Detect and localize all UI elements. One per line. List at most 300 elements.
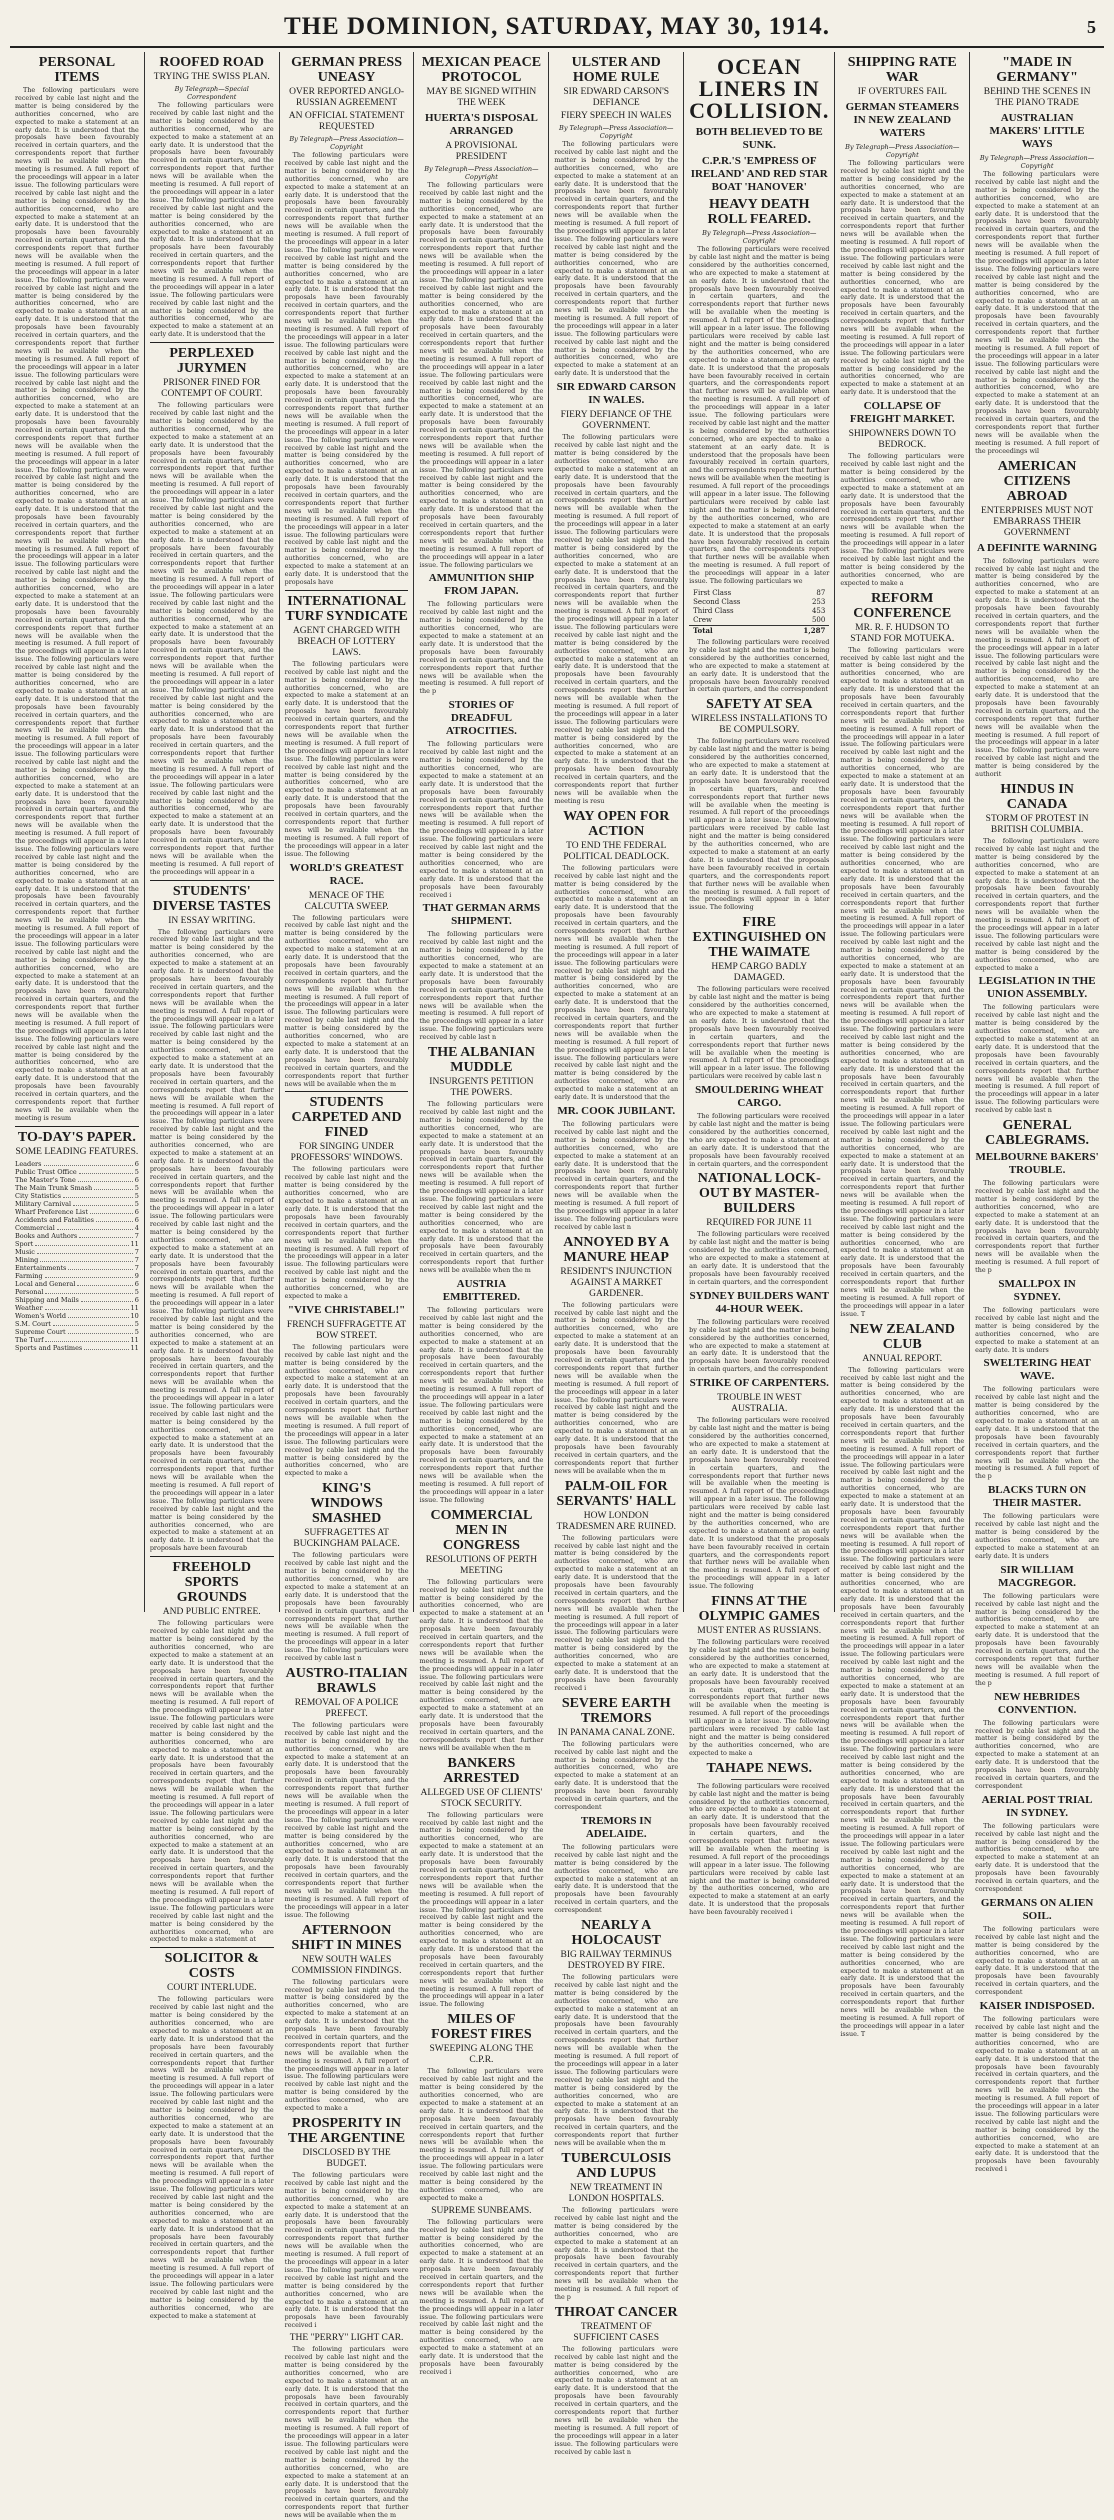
index-label: Personal [15, 1287, 44, 1296]
article-paragraph: The following particulars were received by cable last night and the matter is being considered by the authorities concerned, who are expected to make a statement at an early date. It is understood that the proposals have been favourably received in certain quarters, and the correspondent [975, 1924, 1099, 1997]
headline: STUDENTS CARPETED AND FINED [291, 1095, 402, 1141]
subheading: FRENCH SUFFRAGETTE AT BOW STREET. [286, 1319, 407, 1341]
subheading: INSURGENTS PETITION THE POWERS. [429, 1077, 534, 1099]
article-paragraph: The following particulars were received by cable last night and the matter is being considered by the authorities concerned, who are expected to make a statement at an early date. It is understood that the proposals have been favourably received in certain quarters, and the correspondent [689, 1317, 830, 1374]
passenger-class: Second Class [693, 597, 741, 606]
index-page: 7 [134, 1263, 139, 1272]
headline: PERPLEXED JURYMEN [169, 346, 255, 377]
article-body [554, 1535, 678, 1693]
article-body [150, 402, 274, 876]
article-paragraph: The following particulars were received by cable last night and the matter is being considered by the authorities concerned, who are expected to make a statement at an early date. It is unders [975, 1512, 1099, 1560]
article-paragraph: The following particulars were received by cable last night and the matter is being considered by the authorities concerned, who are expected to make a statement at an early date. It is understood that the proposals have been favourably received in certain quarters, and the correspondents report that further news will be available when the meeting is resumed. A full report of the proceedings will appear in a later issue. The following particulars were received by cable last night and the matter is being considered by the authorities concerned, who are expected to make a statement at an early date. It is understood that the proposals have been favourably received in certain quarters, and the correspondents report that further news will be available when the meeting is resumed. A full report of the proceedings will appear in a later issue. The following particulars were received by cable last night and the matter is being considered by the authorities concerned, who are expected to make a statement at an early date. It is understood that the proposals have been favourably received in certain quarters, and the correspondents report that further news will be available when the meeting is resumed. A full report of the proceedings will appear in a later issue. The following particulars were received by cable last night and the matter is being considered by the authorities concerned, who are expected to make a statement at [149, 1619, 274, 1944]
article-body [975, 558, 1099, 779]
column-rule [285, 1091, 409, 1092]
article-body [150, 1620, 274, 1944]
article-body [285, 1722, 409, 1920]
subheading: RESOLUTIONS OF PERTH MEETING [425, 1554, 538, 1576]
index-item [15, 1232, 139, 1240]
index-leader [37, 1248, 133, 1254]
index-label: The Main Trunk Smash [15, 1183, 93, 1192]
index-label: The Turf [15, 1335, 44, 1344]
article-body [554, 141, 678, 378]
article-paragraph: The following particulars were received by cable last night and the matter is being considered by the authorities concerned, who are expected to make a statement at an early date. It is understood that the proposals have been favourably received in certain quarters, and the correspondents report that further news will be available when the meeting is resumed. A full report of the proceedings will appear in a later issue. The following particulars were received by cable last night and the matter is being considered by the authorities concerned, who are expected to make a statement at an early date. It is understood that the proposals have been favourably received in certain quarters, and the correspondents report that further news will be available when the meeting is resumed. A full report of the proceedings will appear in a later issue. The following particulars were received by cable last night and the matter is being considered by the authorities concerned, who are expected to make a statement at an early date. It is understood that the proposals have been favourably received in certain quarters, and the correspondents report that further news will be available when the meeting is resumed. A full report of the proceedings will appear in a later issue. The following particulars were received by cable last night and the matter is being considered by the authorities concerned, who are expected to make a statement at an early date. It is understood that the proposals have been favourably received in certain quarters, and the correspondents report that further news will be available when the meeting is resumed. A full report of the proceedings will appear in a later issue. The following particulars we [689, 245, 830, 586]
section-heading: SMALLPOX IN SYDNEY. [998, 1277, 1076, 1303]
index-item [15, 1224, 139, 1232]
article-paragraph: The following particulars were received by cable last night and the matter is being considered by the authorities concerned, who are expected to make a statement at an early date. It is understood that the proposals have been favourably received in certain quarters, and the correspondents report that further news will be available when the meeting is resumed. A full report of the proceedings will appear in a later issue. The following particulars were received by cable last night and the matter is being considered by the authorities concerned, who are expected to make a [284, 1342, 409, 1478]
headline: MILES OF FOREST FIRES [431, 2012, 532, 2043]
index-item [15, 1216, 139, 1224]
article-body [689, 1639, 829, 1758]
section-heading: THAT GERMAN ARMS SHIPMENT. [422, 902, 541, 928]
subheading: RESIDENT'S INJUNCTION AGAINST A MARKET GARDENER. [560, 1266, 673, 1299]
article-body [554, 1302, 678, 1476]
index-item [15, 1312, 139, 1320]
article-body [419, 601, 543, 696]
headline: COMMERCIAL MEN IN CONGRESS [430, 1507, 533, 1553]
index-page: 5 [134, 1199, 139, 1208]
subheading: WIRELESS INSTALLATIONS TO BE COMPULSORY. [691, 714, 828, 736]
section-heading: A DEFINITE WARNING [976, 541, 1098, 554]
index-leader [78, 1176, 133, 1182]
subheading: THE "PERRY" LIGHT CAR. [289, 2333, 404, 2344]
section-heading: SWELTERING HEAT WAVE. [983, 1357, 1091, 1383]
index-item [15, 1272, 139, 1280]
article-paragraph: The following particulars were received by cable last night and the matter is being considered by the authorities concerned, who are expected to make a statement at an early date. It is understood that the proposals have been favourably received in certain quarters, and the correspondents report that further news will be available when the meeting is resumed. A full report of the proceedings will appear in a later issue. The following particulars were received by cable last night and the matter is being considered by the authorities concerned, who are expected to make a statement at an early date. It is understood that the proposals have been favourably received in certain quarters, and the correspondents report that further news will be available when the m [284, 913, 409, 1088]
passenger-count: 453 [811, 606, 826, 615]
article-body [419, 931, 543, 1042]
column-rule [150, 1947, 274, 1948]
index-item [15, 1304, 139, 1312]
index-page: 6 [134, 1215, 139, 1224]
index-leader [94, 1184, 133, 1190]
index-leader [68, 1264, 132, 1270]
index-item [15, 1192, 139, 1200]
section-heading: STRIKE OF CARPENTERS. [689, 1377, 829, 1390]
index-leader [96, 1216, 133, 1222]
headline: TO-DAY'S PAPER. [17, 1129, 136, 1145]
article-paragraph: The following particulars were received by cable last night and the matter is being considered by the authorities concerned, who are expected to make a statement at an early date. It is understood that the proposals have been favourably received in certain quarters, and the correspondents report that further news will be available when the meeting is resumed. A full report of the p [975, 1591, 1099, 1687]
article-body [840, 160, 964, 397]
section-heading: GERMAN STEAMERS IN NEW ZEALAND WATERS [845, 101, 959, 139]
index-item [15, 1168, 139, 1176]
article-paragraph: The following particulars were received by cable last night and the matter is being considered by the authorities concerned, who are expected to make a statement at an early date. It is understood that the proposals have been favourably received in certain quarters, and the correspondent [554, 1739, 679, 1811]
index-page: 5 [134, 1287, 139, 1296]
features-index [15, 1160, 139, 1352]
index-page: 6 [134, 1175, 139, 1184]
article-paragraph: The following particulars were received by cable last night and the matter is being considered by the authorities concerned, who are expected to make a statement at an early date. It is understood that the proposals have been favourably received in certain quarters, and the correspondent [689, 1230, 830, 1286]
subheading: MR. R. F. HUDSON TO STAND FOR MOTUEKA. [850, 622, 955, 644]
section-heading: SYDNEY BUILDERS WANT 44-HOUR WEEK. [689, 1289, 829, 1315]
wire-credit: By Telegraph—Special Correspondent [174, 85, 249, 101]
index-page: 11 [130, 1239, 139, 1248]
section-heading: MR. COOK JUBILANT. [557, 1104, 676, 1117]
headline: NEW ZEALAND CLUB [849, 1321, 955, 1352]
index-item [15, 1328, 139, 1336]
article-body [285, 1344, 409, 1478]
headline: FINNS AT THE OLYMPIC GAMES [698, 1594, 820, 1625]
section-heading: "VIVE CHRISTABEL!" [287, 1303, 406, 1316]
headline: AMERICAN CITIZENS ABROAD [997, 458, 1077, 504]
index-page: 10 [130, 1311, 139, 1320]
article-body [15, 87, 139, 1123]
article-paragraph: The following particulars were received by cable last night and the matter is being considered by the authorities concerned, who are expected to make a statement at an early date. It is understood that the proposals have been favourably received in certain quarters, and the correspondents report that further news will be available when the meeting is resumed. A full report of the proceedings will appear in a later issue. The following particulars were received by cable last night and the matter is being considered by the authorities concerned, who are expected to make a statement at an early date. It is understood that the proposals have been favourably received in certain quarters, and the correspondents report that further news will be available when the meeting is resumed. A full report of the proceedings will appear in a later issue. The following particulars were received by cable last night and the matter is being considered by the authorities concerned, who are expected to make a statement at an early date. It is understood that the [554, 863, 679, 1102]
index-page: 6 [134, 1159, 139, 1168]
index-label: Weather [15, 1303, 43, 1312]
table-row [689, 607, 829, 616]
article-paragraph: The following particulars were received by cable last night and the matter is being considered by the authorities concerned, who are expected to make a statement at an early date. It is understood that the proposals have been favourably received in certain quarters, and the correspondents report that further news will be available when the meeting is resumed. A full report of the proceedings will appear in a later issue. The following particulars were received by cable last night and the matter is being considered by the authorities concerned, who are expected to make a statement at an early date. It is understood that the proposals have been favourably received in certain quarters, and the correspondents report that further news will be available when the meeting is resumed. A full report of the proceedings will appear in a later issue. The following [284, 659, 409, 858]
article-paragraph: The following particulars were received by cable last night and the matter is being considered by the authorities concerned, who are expected to make a statement at an early date. It is understood that the proposals have been favourably received in certain quarters, and the correspondents report that further news will be available when the meeting is resumed. A full report of the proceedings will appear in a later issue. The following particulars were received by cable last night and the matter is being considered by the authorities concerned, who are expected to make a statement at an early date. It is understood that the proposals have been favourably received in certain quarters, and the correspondents report that further news will be available when the m [419, 1577, 544, 1752]
index-label: Wharf Preference List [15, 1207, 88, 1216]
headline: HINDUS IN CANADA [1000, 782, 1074, 812]
article-body [285, 2346, 409, 2520]
index-label: The Master's Tone [15, 1175, 76, 1184]
lead-headline: OCEAN LINERS IN COLLISION. [689, 54, 830, 123]
article-paragraph: The following particulars were received by cable last night and the matter is being considered by the authorities concerned, who are expected to make a statement at an early date. It is understood that the proposals have been favourably received in certain quarters, and the correspondents report that further news will be available when the meeting is resumed. A full report of the proceedings will appear in a later issue. The following particulars were received by cable last night and the matter is being considered by the authorities concerned, who are expected to make a statement at an early date. It is understood that the proposals have been favourably received i [975, 2015, 1099, 2174]
table-total-row [689, 625, 829, 635]
index-page: 11 [130, 1303, 139, 1312]
subheading: SOME LEADING FEATURES. [15, 1146, 139, 1157]
passenger-count: 253 [811, 597, 826, 606]
index-page: 6 [134, 1279, 139, 1288]
index-leader [45, 1288, 132, 1294]
index-page: 7 [134, 1231, 139, 1240]
subheading: ANNUAL REPORT. [862, 1353, 943, 1364]
index-leader [57, 1224, 133, 1230]
article-body [285, 1166, 409, 1300]
article-body [419, 1307, 543, 1505]
subheading: SUFFRAGETTES AT BUCKINGHAM PALACE. [293, 1528, 400, 1550]
article-paragraph: The following particulars were received by cable last night and the matter is being considered by the authorities concerned, who are expected to make a statement at an early date. It is understood that the proposals have been favourably received in certain quarters, and the correspondents report that further news will be available when the meeting is resumed. A full report of the proceedings will appear in a later issue. The following particulars were received by cable last night and the matter is being considered by the authorities concerned, who are expected to make a statement at an early date. It is understood that the proposals have been favourably received in certain quarters, and the correspondents report that further news will be available when the meeting is resumed. A full report of the proceedings will appear in a later issue. The following particulars were received by cable last night and the matter is being considered by the authorities concerned, who are expected to make a statement at an early date. It is understood that the proposals have been favourably received in certain quarters, and the correspondents report that further news will be available when the meeting is resumed. A full report of the proceedings wil [975, 170, 1099, 455]
article-body [689, 246, 829, 586]
article-paragraph: The following particulars were received by cable last night and the matter is being considered by the authorities concerned, who are expected to make a statement at an early date. It is understood that the proposals have been favourably received in certain quarters, and the correspondents report that further news will be available when the meeting is resumed. A full report of the p [554, 2205, 679, 2301]
column-rule [150, 1556, 274, 1557]
article-paragraph: The following particulars were received by cable last night and the matter is being considered by the authorities concerned, who are expected to make a statement at an early date. It is understood that the proposals have been favourably received in certain quarters, and the correspondents report that further news will be available when the meeting is resumed. A full report of the proceedings will appear in a later issue. The following particulars were received by cable last night and the matter is being considered by the authorities concerned, who are expected to make a statement at an early date. It is understood that the proposals have been favourably received in certain quarters, and the correspondents report that further news will be available when the meeting is resumed. A full report of the proceedings will appear in a later issue. The following particulars were received by cable last night and the matter is being considered by the authorities concerned, who are expected to make a statement at an early date. It is understood that the [149, 101, 274, 339]
headline: SOLICITOR & COSTS [164, 1951, 259, 1982]
article-body [689, 986, 829, 1081]
index-leader [68, 1328, 133, 1334]
index-leader [84, 1344, 128, 1350]
index-item [15, 1264, 139, 1272]
headline: STUDENTS' DIVERSE TASTES [152, 883, 271, 914]
section-heading: SIR EDWARD CARSON IN WALES. [556, 381, 676, 407]
subheading: REMOVAL OF A POLICE PREFECT. [294, 1697, 399, 1719]
article-body [975, 171, 1099, 456]
headline: ANNOYED BY A MANURE HEAP [563, 1234, 670, 1265]
article-body [975, 838, 1099, 972]
article-paragraph: The following particulars were received by cable last night and the matter is being considered by the authorities concerned, who are expected to make a statement at an early date. It is understood that the proposals have been favourably received in certain quarters, and the correspondents report that further news will be available when the meeting is resumed. A full report of the proceedings will appear in a later issue. The following particulars were received by cable last night and the matter is being considered by the authorities concerned, who are expected to make a statement at an early date. It is understood that the proposals have been favourably received i [419, 740, 544, 899]
subheading: TO END THE FEDERAL POLITICAL DEADLOCK. [563, 840, 670, 862]
index-leader [77, 1280, 132, 1286]
subheading: ALLEGED USE OF CLIENTS' STOCK SECURITY. [420, 1787, 543, 1809]
column-7 [835, 52, 970, 2038]
article-body [419, 182, 543, 569]
article-body [150, 929, 274, 1554]
article-paragraph: The following particulars were received by cable last night and the matter is being considered by the authorities concerned, who are expected to make a statement at an early date. It is understood that the proposals have been favourably received in certain quarters, and the correspondents report that further news will be available when the meeting is resumed. A full report of the proceedings will appear in a later issue. The following particulars were received by cable last night and the matter is being considered by the authorities concerned, who are expected to make a statement at an early date. It is understood that the proposals have been favourably received in certain quarters, and the correspondents report that further news will be available when the meeting is resumed. A full report of the proceedings will appear in a later issue. The following [689, 737, 830, 912]
subheading: SIR EDWARD CARSON'S DEFIANCE [563, 87, 670, 108]
subheading: OVER REPORTED ANGLO-RUSSIAN AGREEMENT [289, 87, 405, 108]
section-heading: SMOULDERING WHEAT CARGO. [695, 1084, 824, 1110]
headline: GENERAL CABLEGRAMS. [985, 1118, 1090, 1149]
passenger-class: Third Class [693, 606, 734, 615]
article-body [150, 102, 274, 339]
index-label: Women's World [15, 1311, 67, 1320]
index-leader [40, 1256, 132, 1262]
column-rule [285, 590, 409, 591]
article-paragraph: The following particulars were received by cable last night and the matter is being considered by the authorities concerned, who are expected to make a statement at an early date. It is understood that the proposals have been favourably received in certain quarters, and the correspondents report that further news will be available when the meeting is resumed. A full report of the proceedings will appear in a later issue. The following particulars were received by cable last night and the matter is being considered by the authorities concerned, who are expected to make a statement at an early date. It is understood that the proposals have been favourably received in certain quarters, and the correspondents report that further news will be available when the m [419, 1100, 544, 1275]
index-leader [45, 1336, 128, 1342]
subheading: MUST ENTER AS RUSSIANS. [697, 1626, 822, 1637]
section-heading: WORLD'S GREATEST RACE. [289, 861, 404, 887]
subheading: STORM OF PROTEST IN BRITISH COLUMBIA. [985, 814, 1089, 835]
index-label: Sport [15, 1239, 34, 1248]
article-paragraph: The following particulars were received by cable last night and the matter is being considered by the authorities concerned, who are expected to make a statement at an early date. It is understood that the proposals have been favourably received in certain quarters, and the correspondents report that further news will be available when the meeting is resumed. A full report of the proceedings will appear in a later issue. The following particulars were received by cable last night and the matter is being considered by the authorities concerned, who are expected to make a statement at an early date. It is understood that the proposals have been favourably received in certain quarters, and the correspondents report that further news will be available when the meeting is resumed. A full report of the proceedings will appear in a later issue. The following particulars were received by cable last night and the matter is being considered by the authorities concerned, who are expected to make a statement at an early date. It is understood that the [554, 140, 679, 378]
article-paragraph: The following particulars were received by cable last night and the matter is being considered by the authorities concerned, who are expected to make a statement at an early date. It is understood that the proposals have been favourably received in certain quarters, and the correspondents report that further news will be available when the meeting is resumed. A full report of the proceedings will appear in a later issue. The following particulars were received by cable last n [689, 985, 830, 1081]
headline: ROOFED ROAD [159, 55, 265, 70]
article-body [975, 1926, 1099, 1997]
article-paragraph: The following particulars were received by cable last night and the matter is being considered by the authorities concerned, who are expected to make a statement at an early date. It is understood that the proposals have been favourably received in certain quarters, and the correspondents report that further news will be available when the meeting is resumed. A full report of the proceedings will appear in a later issue. The following particulars were received by cable last night and the matter is being considered by the authorities concerned, who are expected to make a statement at an early date. It is understood that the proposals have been favourably received in certain quarters, and the correspondents report that further news will be available when the meeting is resumed. A full report of the proceedings will appear in a later issue. The following particulars were received by cable last night and the matter is being considered by the authorities concerned, who are expected to make a statement at an early date. It is understood that the proposals have been favourably received in certain quarters, and the correspondents report that further news will be available when the meeting is resumed. A full report of the proceedings will appear in a later issue. The following particulars were received by cable last night and the matter is being considered by the authorities concerned, who are expected to make a statement at an early date. It is understood that the proposals have been favourably received in certain quarters, and the correspondents report that further news will be available when the meeting is resumed. A full report of the proceedings will appear in a later issue. The following particulars we [419, 181, 544, 569]
subheading: AND PUBLIC ENTREE. [162, 1607, 261, 1618]
article-paragraph: The following particulars were received by cable last night and the matter is being considered by the authorities concerned, who are expected to make a statement at an early date. It is understood that the proposals have been favourably received in certain quarters, and the correspondents report that further news will be available when the meeting is resumed. A full report of the proceedings will appear in a later issue. The following particulars were received by cable last n [284, 1551, 409, 1663]
article-body [285, 152, 409, 587]
subheading: FIERY DEFIANCE OF THE GOVERNMENT. [560, 410, 672, 432]
article-paragraph: The following particulars were received by cable last night and the matter is being considered by the authorities concerned, who are expected to make a statement at an early date. It is understood that the proposals have been favourably received in certain quarters, and the correspondents report that further news will be available when the meeting is resumed. A full report of the proceedings will appear in a later issue. The following particulars were received by cable last night and the matter is being considered by the authorities concerned, who are expected to make a statement at an early date. It is understood that the proposals have been favourably received i [689, 1781, 830, 1917]
article-body [150, 1996, 274, 2320]
wire-credit: By Telegraph—Press Association—Copyright [979, 154, 1095, 170]
index-label: Commercial [15, 1223, 55, 1232]
index-page: 5 [134, 1183, 139, 1192]
article-paragraph: The following particulars were received by cable last night and the matter is being considered by the authorities concerned, who are expected to make a statement at an early date. It is understood that the proposals have been favourably received in certain quarters, and the correspondents report that further news will be available when the meeting is resumed. A full report of the proceedings will appear in a later issue. The following particulars were received by cable last night and the matter is being considered by the authorities concerned, who are expected to make a statement at an early date. It is understood that the proposals have been favourably received i [284, 2171, 409, 2330]
article-body [689, 738, 829, 912]
article-paragraph: The following particulars were received by cable last night and the matter is being considered by the authorities concerned, who are expected to make a statement at an early date. It is understood that the proposals have been favourably received in certain quarters, and the correspondents report that further news will be available when the meeting is resumed. A full report of the proceedings will appear in a later issue. The following particulars were received by cable last night and the matter is being considered by the authorities concerned, who are expected to make a statement at an early date. It is understood that the proposals have been favourably received in certain quarters, and the correspondents report that further news will be available when the meeting is resumed. A full report of the proceedings will appear in a later issue. The following particulars were received by cable last night and the matter is being considered by the authorities concerned, who are expected to make a statement at an early date. It is understood that the [840, 159, 965, 397]
subheading: IF OVERTURES FAIL [857, 87, 947, 97]
headline: NEARLY A HOLOCAUST [571, 1918, 661, 1949]
column-rule [150, 880, 274, 881]
column-8 [970, 52, 1104, 2174]
index-item [15, 1288, 139, 1296]
subheading: TROUBLE IN WEST AUSTRALIA. [717, 1393, 802, 1415]
index-leader [81, 1296, 133, 1302]
headline: SEVERE EARTH TREMORS [561, 1695, 671, 1726]
article-paragraph: The following particulars were received by cable last night and the matter is being considered by the authorities concerned, who are expected to make a statement at an early date. It is understood that the proposals have been favourably received in certain quarters, and the correspondents report that further news will be available when the meeting is resumed. A full report of the proceedings will appear in a later issue. The following particulars were received by cable last night and the matter is being considered by the authorities concerned, who are expected to make a statement at an early date. It is understood that the proposals have been favourably received i [554, 1533, 679, 1692]
index-label: Military Carnival [15, 1199, 72, 1208]
passenger-count: 500 [811, 615, 826, 624]
subheading: SUPREME SUNBEAMS. [431, 2205, 532, 2216]
index-item [15, 1336, 139, 1344]
article-paragraph: The following particulars were received by cable last night and the matter is being considered by the authorities concerned, who are expected to make a statement at an early date. It is understood that the proposals have been favourably received in certain quarters, and the correspondents report that further news will be available when the meeting is resumed. A full report of the proceedings will appear in a later issue. The following particulars were received by cable last night and the matter is being considered by the authorities concerned, who are expected to make a statement at an early date. It is understood that the proposals have been favourably received in certain quarters, and the correspondents report that further news will be available when the m [284, 2345, 409, 2520]
index-label: Books and Authors [15, 1231, 78, 1240]
section-heading: COLLAPSE OF FREIGHT MARKET. [849, 400, 955, 426]
article-body [689, 1783, 829, 1917]
article-paragraph: The following particulars were received by cable last night and the matter is being considered by the authorities concerned, who are expected to make a statement at an early date. It is understood that the proposals have been favourably received in certain quarters, and the correspondents report that further news will be available when the meeting is resumed. A full report of the proceedings will appear in a later issue. The following particulars were received by cable last night and the matter is being considered by the authorities concerned, who are expected to make a [975, 837, 1099, 972]
subheading: AGENT CHARGED WITH BREACH OF LOTTERY LAWS. [292, 625, 401, 658]
article-body [975, 1513, 1099, 1560]
article-body [285, 2172, 409, 2330]
wire-credit: By Telegraph—Press Association—Copyright [559, 124, 674, 140]
index-item [15, 1320, 139, 1328]
index-page: 7 [134, 1255, 139, 1264]
index-label: Public Trust Office [15, 1167, 77, 1176]
passenger-class: Crew [693, 615, 712, 624]
total-count: 1,287 [780, 625, 829, 635]
subheading: A PROVISIONAL PRESIDENT [445, 141, 518, 162]
index-label: Leaders [15, 1159, 42, 1168]
headline: SHIPPING RATE WAR [847, 55, 957, 85]
index-item [15, 1248, 139, 1256]
section-heading: AUSTRIA EMBITTERED. [442, 1278, 521, 1304]
article-body [689, 1417, 829, 1591]
section-heading: LEGISLATION IN THE UNION ASSEMBLY. [978, 975, 1096, 1001]
index-page: 5 [134, 1319, 139, 1328]
index-label: S.M. Court [15, 1319, 51, 1328]
column-1 [10, 52, 145, 1612]
wire-credit: By Telegraph—Press Association—Copyright [702, 229, 817, 245]
index-leader [35, 1240, 128, 1246]
subheading: IN ESSAY WRITING. [168, 915, 256, 926]
table-row [689, 589, 829, 598]
subheading: SWEEPING ALONG THE C.P.R. [429, 2044, 534, 2066]
column-6 [684, 52, 835, 1917]
subheading: MAY BE SIGNED WITHIN THE WEEK [426, 87, 537, 108]
index-item [15, 1160, 139, 1168]
article-paragraph: The following particulars were received by cable last night and the matter is being considered by the authorities concerned, who are expected to make a statement at an early date. It is understood that the proposals have been favourably received in certain quarters, and the correspondents report that further news will be available when the meeting is resumed. A full report of the p [419, 600, 544, 696]
section-heading: NEW HEBRIDES CONVENTION. [994, 1690, 1080, 1716]
headline: AUSTRO-ITALIAN BRAWLS [285, 1665, 408, 1696]
article-body [975, 1823, 1099, 1894]
headline: BANKERS ARRESTED [443, 1755, 520, 1786]
index-item [15, 1184, 139, 1192]
article-body [285, 915, 409, 1089]
article-body [554, 1741, 678, 1812]
index-item [15, 1280, 139, 1288]
subheading: FIERY SPEECH IN WALES [560, 111, 672, 121]
index-page: 11 [130, 1335, 139, 1344]
headline: FIRE EXTINGUISHED ON THE WAIMATE [692, 915, 826, 961]
article-body [975, 1004, 1099, 1115]
subheading: FOR SINGING UNDER PROFESSORS' WINDOWS. [290, 1142, 403, 1164]
masthead-title: THE DOMINION, SATURDAY, MAY 30, 1914. [283, 13, 831, 40]
article-paragraph: The following particulars were received by cable last night and the matter is being considered by the authorities concerned, who are expected to make a statement at an early date. It is understood that the proposals have been favourably received in certain quarters, and the correspondents report that further news will be available when the meeting is resumed. A full report of the proceedings will appear in a later issue. The following particulars were received by cable last night and the matter is being considered by the authorities concerned, who are expected to make a statement at an early date. It is understood that the proposals have been favourably received in certain quarters, and the correspondents report that further news will be available when the meeting is resumed. A full report of the proceedings will appear in a later issue. The following particulars were received by cable last night and the matter is being considered by the authorit [975, 556, 1099, 779]
article-columns [10, 52, 1104, 2520]
section-heading: MELBOURNE BAKERS' TROUBLE. [975, 1151, 1099, 1177]
headline: WAY OPEN FOR ACTION [563, 808, 670, 839]
article-paragraph: The following particulars were received by cable last night and the matter is being considered by the authorities concerned, who are expected to make a statement at an early date. It is understood that the proposals have been favourably received in certain quarters, and the correspondents report that further news will be available when the meeting is resumed. A full report of the proceedings will appear in a later issue. The following particulars were received by cable last night and the matter is being considered by the authorities concerned, who are expected to make a statement at an early date. It is understood that the proposals have been favourably received in certain quarters, and the correspondents report that further news will be available when the meeting is resumed. A full report of the proceedings will appear in a later issue. The following [419, 1810, 544, 2009]
article-body [689, 1319, 829, 1374]
index-leader [79, 1232, 132, 1238]
subheading: NEW TREATMENT IN LONDON HOSPITALS. [568, 2182, 664, 2204]
column-rule [15, 1126, 139, 1127]
headline: PERSONAL ITEMS [38, 55, 116, 85]
article-paragraph: The following particulars were received by cable last night and the matter is being considered by the authorities concerned, who are expected to make a statement at an early date. It is understood that the proposals have been favourably received in certain quarters, and the correspondents report that further news will be available when the meeting is resumed. A full report of the proceedings will appear in a later issue. The following particulars were received by cable last night and the matter is being considered by the authorities concerned, who are expected to make a statement at an early date. It is understood that the proposals have been favourably received in certain quarters, and the correspondents report that further news will be available when the meeting is resumed. A full report of the proceedings will appear in a later issue. The following particulars were received by cable last night and the matter is being considered by the authorities concerned, who are expected to make a statement at an early date. It is understood that the proposals have been favourably received in certain quarters, and the correspondents report that further news will be available when the meeting is resumed. A full report of the proceedings will appear in a later issue. The following particulars were received by cable last night and the matter is being considered by the authorities concerned, who are expected to make a statement at [149, 1995, 274, 2320]
article-body [554, 2346, 678, 2457]
article-body [285, 1979, 409, 2113]
article-paragraph: The following particulars were received by cable last night and the matter is being considered by the authorities concerned, who are expected to make a statement at an early date. It is understood that the proposals have been favourably received in certain quarters, and the correspondent [975, 1718, 1099, 1790]
article-body [419, 1579, 543, 1753]
section-heading: AERIAL POST TRIAL IN SYDNEY. [981, 1793, 1093, 1819]
article-body [689, 1231, 829, 1286]
table-row [689, 598, 829, 607]
article-body [554, 2207, 678, 2302]
headline: SAFETY AT SEA [706, 697, 813, 713]
index-leader [53, 1320, 133, 1326]
article-paragraph: The following particulars were received by cable last night and the matter is being considered by the authorities concerned, who are expected to make a statement at an early date. It is understood that the proposals have been favourably received in certain quarters, and the correspondents report that further news will be available when the meeting is resumed. A full report of the p [975, 1179, 1099, 1275]
column-3 [280, 52, 415, 2520]
article-paragraph: The following particulars were received by cable last night and the matter is being considered by the authorities concerned, who are expected to make a statement at an early date. It is understood that the proposals have been favourably received in certain quarters, and the correspondent [975, 1821, 1099, 1893]
index-page: 5 [134, 1167, 139, 1176]
article-body [554, 434, 678, 806]
subheading: BEHIND THE SCENES IN THE PIANO TRADE [983, 87, 1091, 108]
index-label: Local and General [15, 1279, 76, 1288]
index-leader [44, 1160, 133, 1166]
headline: TUBERCULOSIS AND LUPUS [561, 2150, 672, 2181]
article-paragraph: The following particulars were received by cable last night and the matter is being considered by the authorities concerned, who are expected to make a statement at an early date. It is understood that the proposals have been favourably received in certain quarters, and the correspondents report that further news will be available when the meeting is resumed. A full report of the proceedings will appear in a later issue. The following particulars were received by cable last n [419, 930, 544, 1042]
index-label: Mining [15, 1255, 39, 1264]
article-paragraph: The following particulars were received by cable last night and the matter is being considered by the authorities concerned, who are expected to make a statement at an early date. It is understood that the proposals have been favourably received in certain quarters, and the correspondents report that further news will be available when the meeting is resumed. A full report of the proceedings will appear in a later issue. The following particulars were received by cable last night and the matter is being considered by the authorities concerned, who are expected to make a [284, 1165, 409, 1300]
article-paragraph: The following particulars were received by cable last night and the matter is being considered by the authorities concerned, who are expected to make a statement at an early date. It is understood that the proposals have been favourably received in certain quarters, and the correspondents report that further news will be available when the meeting is resumed. A full report of the proceedings will appear in a later issue. The following particulars were received by cable last night and the matter is being considered by the authorities concerned, who are expected to make a statement at an early date. It is understood that the proposals have been favourably received in certain quarters, and the correspondents report that further news will be available when the meeting is resumed. A full report of the proceedings will appear in a later issue. The following particulars were received by cable last night and the matter is being considered by the authorities concerned, who are expected to make a statement at an early date. It is understood that the proposals have been favourably received in certain quarters, and the correspondents report that further news will be available when the meeting is resumed. A full report of the proceedings will appear in a later issue. The following particulars were received by cable last night and the matter is being considered by the authorities concerned, who are expected to make a statement at an early date. It is understood that the proposals have been favourably received in certain quarters, and the correspondents report that further news will be available when the meeting is resumed. A full report of the proceedings will appear in a later issue. The following particulars were received by cable last night and the matter is being considered by the authorities concerned, who are expected to make a statement at an early date. It is understood that the proposals have been favourably received in certain quarters, and the correspondents report that further news will be available when the meeting is resumed. A full report of the proceedings will appear in a later issue. The following particulars were received by cable last night and the matter is being considered by the authorities concerned, who are expected to make a statement at an early date. It is understood that the proposals have been favourably received in certain quarters, and the correspondents report that further news will be available when the meeting is resumed. A full report of the proceedings will appear in a later issue. The following particulars were received by cable last night and the matter is being considered by the authorities concerned, who are expected to make a statement at an early date. It is understood that the proposals have been favourably received in certain quarters, and the correspondents report that further news will be available when the meeting is resumed. A full report of the proceedings will appear in a later issue. T [840, 1365, 965, 2038]
subheading: MENACE OF THE CALCUTTA SWEEP. [304, 890, 389, 912]
article-body [554, 1121, 678, 1232]
article-paragraph: The following particulars were received by cable last night and the matter is being considered by the authorities concerned, who are expected to make a statement at an early date. It is understood that the proposals have been favourably received in certain quarters, and the correspondents report that further news will be available when the meeting is resumed. A full report of the proceedings will appear in a later issue. The following particulars were received by cable last night and the matter is being considered by the authorities concerned, who are expected to make a statement at an early date. It is understood that the proposals have been favourably received in certain quarters, and the correspondents report that further news will be available when the meeting is resumed. A full report of the proceedings will appear in a later issue. The following particulars were received by cable last night and the matter is being considered by the authorities concerned, who are expected to make a statement at an early date. It is understood that the proposals have been favourably received in certain quarters, and the correspondents report that further news will be available when the meeting is resumed. A full report of the proceedings will appear in a later issue. The following particulars were received by cable last night and the matter is being considered by the authorities concerned, who are expected to make a statement at an early date. It is understood that the proposals have been favourably received in certain quarters, and the correspondents report that further news will be available when the meeting is resumed. A full report of the proceedings will appear in a later issue. The following particulars were received by cable last night and the matter is being considered by the authorities concerned, who are expected to make a statement at an early date. It is understood that the proposals have [284, 151, 409, 586]
article-paragraph: The following particulars were received by cable last night and the matter is being considered by the authorities concerned, who are expected to make a statement at an early date. It is understood that the proposals have been favourably received in certain quarters, and the correspondent [689, 1112, 830, 1168]
headline: THE ALBANIAN MUDDLE [427, 1045, 535, 1076]
index-label: Accidents and Fatalities [15, 1215, 95, 1224]
article-paragraph: The following particulars were received by cable last night and the matter is being considered by the authorities concerned, who are expected to make a statement at an early date. It is understood that the proposals have been favourably received in certain quarters, and the correspondents report that further news will be available when the meeting is resumed. A full report of the proceedings will appear in a later issue. The following particulars were received by cable last night and the matter is being considered by the authorities concerned, who are expected to make a statement at an early date. It is understood that the proposals have been favourably received in certain quarters, and the correspondents report that further news will be available when the meeting is resumed. A full report of the proceedings will appear in a later issue. The following particulars were received by cable last night and the matter is being considered by the authorities concerned, who are expected to make a statement at an early date. It is understood that the proposals have been favourably received in certain quarters, and the correspondents report that further news will be available when the meeting is resumed. A full report of the proceedings will appear in a later issue. The following particulars were received by cable last night and the matter is being considered by the authorities concerned, who are expected to make a statement at an early date. It is understood that the proposals have been favourably received in certain quarters, and the correspondents report that further news will be available when the meeting is resu [554, 433, 679, 805]
headline: AFTERNOON SHIFT IN MINES [291, 1922, 402, 1953]
article-body [419, 741, 543, 899]
subheading: HEMP CARGO BADLY DAMAGED. [711, 962, 808, 984]
article-paragraph: The following particulars were received by cable last night and the matter is being considered by the authorities concerned, who are expected to make a statement at an early date. It is understood that the proposals have been favourably received in certain quarters, and the correspondents report that further news will be available when the meeting is resumed. A full report of the proceedings will appear in a later issue. The following particulars were received by cable last n [975, 1003, 1099, 1115]
page-number: 5 [1086, 16, 1096, 37]
index-page: 11 [130, 1343, 139, 1352]
article-paragraph: The following particulars were received by cable last night and the matter is being considered by the authorities concerned, who are expected to make a statement at an early date. It is understood that the proposals have been favourably received in certain quarters, and the correspondents report that further news will be available when the meeting is resumed. A full report of the proceedings will appear in a later issue. The following particulars were received by cable last night and the matter is being considered by the authorities concerned, who are expected to make a [419, 2067, 544, 2202]
article-body [840, 647, 964, 1319]
headline: REFORM CONFERENCE [853, 590, 952, 621]
index-label: Entertainments [15, 1263, 67, 1272]
wire-credit: By Telegraph—Press Association—Copyright [845, 143, 960, 159]
article-body [419, 1101, 543, 1275]
index-page: 6 [134, 1207, 139, 1216]
index-page: 5 [134, 1191, 139, 1200]
article-paragraph: The following particulars were received by cable last night and the matter is being considered by the authorities concerned, who are expected to make a statement at an early date. It is unders [975, 1305, 1099, 1354]
subheading: REQUIRED FOR JUNE 11 [706, 1218, 813, 1229]
article-body [975, 1720, 1099, 1791]
article-body [419, 1812, 543, 2010]
column-5 [549, 52, 684, 2456]
article-paragraph: The following particulars were received by cable last night and the matter is being considered by the authorities concerned, who are expected to make a statement at an early date. It is understood that the proposals have been favourably received in certain quarters, and the correspondents report that further news will be available when the meeting is resumed. A full report of the proceedings will appear in a later issue. The following particulars were received by cable last night and the matter is being considered by the authorities concerned, who are expected to make a statement at an early date. It is understood that the proposals have been favourably received i [419, 2217, 544, 2376]
article-paragraph: The following particulars were received by cable last night and the matter is being considered by the authorities concerned, who are expected to make a statement at an early date. It is understood that the proposals have been favourably received in certain quarters, and the correspondent [554, 1842, 679, 1915]
article-body [975, 1593, 1099, 1688]
index-item [15, 1176, 139, 1184]
section-heading: SIR WILLIAM MACGREGOR. [998, 1563, 1077, 1589]
article-paragraph: The following particulars were received by cable last night and the matter is being considered by the authorities concerned, who are expected to make a statement at an early date. It is understood that the proposals have been favourably received in certain quarters, and the correspondents report that further news will be available when the meeting is resumed. A full report of the proceedings will appear in a later issue. The following particulars were received by cable last night and the matter is being considered by the authorities concerned, who are expected to make a statement at an early date. It is understood that the proposals have been favourably received in certain quarters, and the correspondents report that further news will be available when the meeting is resumed. A full report of the proceedings will appear in a later issue. The following particulars were received by cable last night and the matter is being considered by the authorities concerned, who are expected to make a statement at an early date. It is understood that the proposals have been favourably received in certain quarters, and the correspondents report that further news will be available when the meeting is resumed. A full report of the proceedings will appear in a later issue. The following particulars were received by cable last night and the matter is being considered by the authorities concerned, who are expected to make a statement at an early date. It is understood that the proposals have been favourably received in certain quarters, and the correspondents report that further news will be available when the meeting is resumed. A full report of the proceedings will appear in a later issue. The following particulars were received by cable last night and the matter is being considered by the authorities concerned, who are expected to make a statement at an early date. It is understood that the proposals have been favourably received in certain quarters, and the correspondents report that further news will be available when the meeting is resumed. A full report of the proceedings will appear in a [149, 401, 274, 876]
subheading: COURT INTERLUDE. [166, 1983, 257, 1994]
subheading: BIG RAILWAY TERMINUS DESTROYED BY FIRE. [560, 1950, 672, 1972]
index-leader [63, 1192, 133, 1198]
article-paragraph: The following particulars were received by cable last night and the matter is being considered by the authorities concerned, who are expected to make a statement at an early date. It is understood that the proposals have been favourably received in certain quarters, and the correspondents report that further news will be available when the meeting is resumed. A full report of the proceedings will appear in a later issue. The following particulars were received by cable last night and the matter is being considered by the authorities concerned, who are expected to make a statement at an early date. It is understood that the proposals have been favourably received in certain quarters, and the correspondents report that further news will be available when the meeting is resumed. A full report of the proceedings will appear in a later issue. The following particulars were received by cable last night and the matter is being considered by the authorities concerned, who are expected to make a statement at an early date. It is understood that the proposals have been favourably received in certain quarters, and the correspondents report that further news will be available when the meeting is resumed. A full report of the proceedings will appear in a later issue. The following particulars were received by cable last night and the matter is being considered by the authorities concerned, who are expected to make a statement at an early date. It is understood that the proposals have been favourably received in certain quarters, and the correspondents report that further news will be available when the meeting is resumed. A full report of the proceedings will appear in a later issue. The following particulars were received by cable last night and the matter is being considered by the authorities concerned, who are expected to make a statement at an early date. It is understood that the proposals have been favourably received in certain quarters, and the correspondents report that further news will be available when the meeting is resumed. A full report of the proceedings will appear in a later issue. The following particulars were received by cable last night and the matter is being considered by the authorities concerned, who are expected to make a statement at an early date. It is understood that the proposals have been favourably received in certain quarters, and the correspondents report that further news will be available when the meeting is resumed. A full report of the proceedings will appear in a later issue. The following particulars were received by cable last night and the matter is being considered by the authorities concerned, who are expected to make a statement at an early date. It is understood that the proposals have been favourably received in certain quarters, and the correspondents report that further news will be available when the meeting is resumed. A full report of the proceedings will appear in a later issue. T [840, 645, 965, 1318]
subheading: SHIPOWNERS DOWN TO BEDROCK. [848, 429, 956, 451]
article-body [975, 1307, 1099, 1354]
section-heading: STORIES OF DREADFUL ATROCITIES. [445, 699, 517, 738]
index-label: Shipping and Mails [15, 1295, 79, 1304]
subheading: NEW SOUTH WALES COMMISSION FINDINGS. [291, 1954, 402, 1976]
article-paragraph: The following particulars were received by cable last night and the matter is being considered by the authorities concerned, who are expected to make a statement at an early date. It is understood that the proposals have been favourably received in certain quarters, and the correspondents report that further news will be available when the meeting is resumed. A full report of the proceedings will appear in a later issue. The following particulars were received by cable last n [554, 1119, 679, 1231]
subheading: HOW LONDON TRADESMEN ARE RUINED. [556, 1510, 676, 1532]
section-heading: GERMANS ON ALIEN SOIL. [980, 1896, 1094, 1922]
headline: "MADE IN GERMANY" [996, 55, 1078, 85]
section-heading: TREMORS IN ADELAIDE. [580, 1814, 652, 1840]
article-paragraph: The following particulars were received by cable last night and the matter is being considered by the authorities concerned, who are expected to make a statement at an early date. It is understood that the proposals have been favourably received in certain quarters, and the correspondents report that further news will be available when the meeting is resumed. A full report of the proceedings will appear in a later issue. The following particulars were received by cable last night and the matter is being considered by the authorities concerned, who are expected to make a statement at an early date. It is understood that the proposals have been favourably received in certain quarters, and the correspondents report that further news will be available when the meeting is resumed. A full report of the proceedings will appear in a later issue. The following [689, 1416, 830, 1591]
total-label: Total [689, 625, 780, 635]
column-4 [414, 52, 549, 2376]
